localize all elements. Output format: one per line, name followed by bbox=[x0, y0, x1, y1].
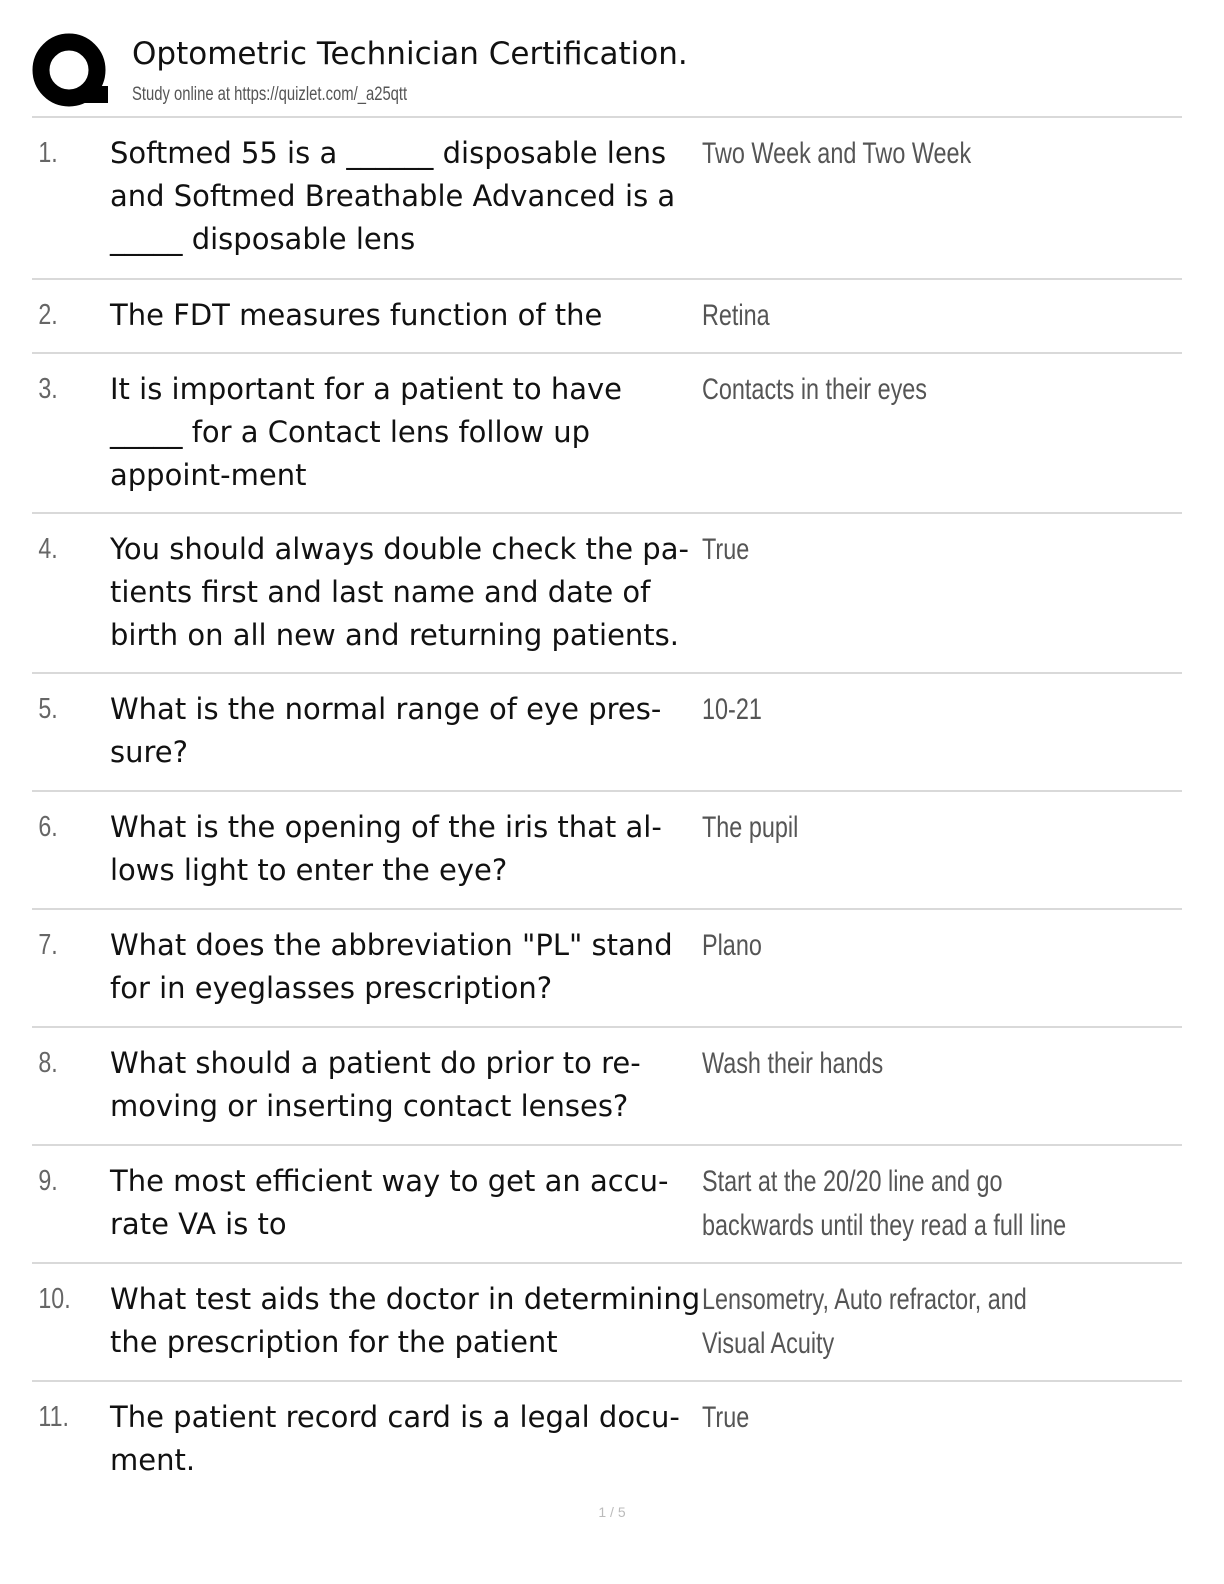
quizlet-logo-icon bbox=[32, 32, 112, 112]
card-term: What does the abbreviation "PL" stand for in eyeglasses prescription? bbox=[110, 928, 673, 1005]
card-definition: Retina bbox=[702, 299, 770, 332]
card-number: 1. bbox=[38, 137, 58, 169]
card-term: What should a patient do prior to re-moving or inserting contact lenses? bbox=[110, 1046, 641, 1123]
card-term: The patient record card is a legal docu-ment. bbox=[110, 1400, 680, 1477]
page-title: Optometric Technician Certification. bbox=[132, 36, 688, 72]
card-number: 10. bbox=[38, 1283, 71, 1315]
card-number: 9. bbox=[38, 1165, 58, 1197]
flashcard-row bbox=[32, 674, 1182, 792]
card-term: The FDT measures function of the bbox=[110, 298, 603, 332]
card-number: 11. bbox=[38, 1401, 69, 1433]
card-number: 8. bbox=[38, 1047, 58, 1079]
card-definition: Start at the 20/20 line and go backwards until they read a full line bbox=[702, 1165, 1067, 1242]
flashcard-row bbox=[32, 118, 1182, 280]
card-definition: Contacts in their eyes bbox=[702, 373, 928, 406]
flashcard-list bbox=[32, 118, 1182, 1498]
card-number: 5. bbox=[38, 693, 58, 725]
card-definition: 10-21 bbox=[702, 693, 762, 726]
card-number: 4. bbox=[38, 533, 58, 565]
card-definition: True bbox=[702, 1401, 750, 1434]
card-definition: Wash their hands bbox=[702, 1047, 884, 1080]
card-term: It is important for a patient to have _____ for a Contact lens follow up appoint-ment bbox=[110, 372, 623, 492]
card-term: You should always double check the pa-tients first and last name and date of birth on all new and returning patients. bbox=[110, 532, 689, 652]
card-definition: Plano bbox=[702, 929, 762, 962]
card-number: 7. bbox=[38, 929, 58, 961]
card-term: What is the normal range of eye pres-sure? bbox=[110, 692, 662, 769]
card-definition: The pupil bbox=[702, 811, 799, 844]
card-term: The most efficient way to get an accu-rate VA is to bbox=[110, 1164, 669, 1241]
page-header bbox=[32, 32, 1182, 116]
flashcard-row bbox=[32, 1146, 1182, 1264]
flashcard-row bbox=[32, 354, 1182, 514]
flashcard-row bbox=[32, 514, 1182, 674]
flashcard-row bbox=[32, 1264, 1182, 1382]
page-number: 1 / 5 bbox=[598, 1504, 626, 1520]
card-term: Softmed 55 is a ______ disposable lens and Softmed Breathable Advanced is a _____ disposable lens bbox=[110, 136, 676, 256]
study-online-link[interactable]: Study online at https://quizlet.com/_a25qtt bbox=[132, 84, 408, 105]
card-number: 6. bbox=[38, 811, 58, 843]
flashcard-row bbox=[32, 280, 1182, 354]
card-number: 3. bbox=[38, 373, 58, 405]
card-term: What is the opening of the iris that al-lows light to enter the eye? bbox=[110, 810, 662, 887]
card-term: What test aids the doctor in determining the prescription for the patient bbox=[110, 1282, 701, 1359]
flashcard-row bbox=[32, 792, 1182, 910]
flashcard-row bbox=[32, 1028, 1182, 1146]
card-definition: Two Week and Two Week bbox=[702, 137, 972, 170]
card-definition: Lensometry, Auto refractor, and Visual Acuity bbox=[702, 1283, 1027, 1360]
card-definition: True bbox=[702, 533, 750, 566]
flashcard-row bbox=[32, 1382, 1182, 1498]
card-number: 2. bbox=[38, 299, 58, 331]
flashcard-row bbox=[32, 910, 1182, 1028]
